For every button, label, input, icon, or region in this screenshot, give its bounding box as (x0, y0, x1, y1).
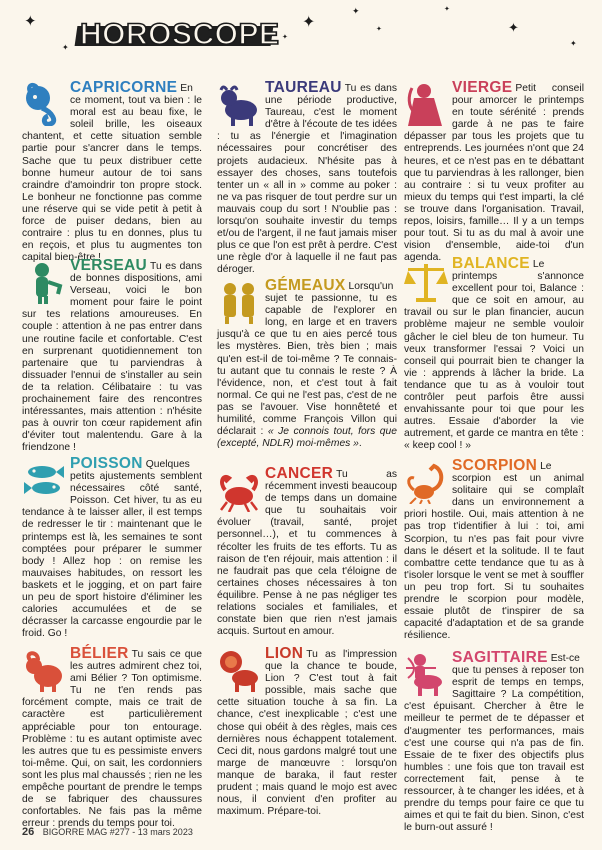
sign-text: Quelques petits ajustements semblent nécessaires côté santé, Poisson. Cet hiver, tu as eu tendance à te laisser aller, il est temps de redresser le tir : maintenant que le printemps est là, les semaines te sont comptées pour préparer le summer body ! Allez hop : on remise les mauvaises habitudes, on ressort les baskets et le jogging, et on part faire un peu de sport histoire d'éliminer les calories accumulées et de se décrasser la carcasse engourdie par le froid. Go ! (22, 459, 202, 640)
sign-text: Tu as récemment investi beaucoup de temps dans un domaine que tu souhaitais voir évoluer (travail, santé, projet personnel…), et tu commences à récolter les fruits de tes efforts. Tu as raison de t'en réjouir, mais attention : il ne faudrait pas que cela t'éloigne de certaines choses nécessaires à ton équilibre. Pense à ne pas négliger tes relations sociales et familiales, et constate bien que rien n'est jamais acquis. Surtout en amour. (217, 469, 397, 638)
sign-poisson (22, 455, 202, 648)
sign-name: VIERGE (452, 79, 513, 96)
sign-text: Petit conseil pour amorcer le printemps en toute sérénité : prends garde à ne pas te faire dépasser par tous les projets que tu entreprends. Les journées n'ont que 24 heures, et ce n'est pas en te débattant que tu parviendras à les rallonger, bien au contraire : si tu veux profiter au mieux du temps qui t'est imparti, la clé se trouve dans l'organisation. Travail, repos, loisirs, famille… Il y a un temps pour tout. Si tu as du mal à avoir une vision d'ensemble, aide-toi d'un agenda. (404, 83, 584, 264)
sign-text: Le printemps s'annonce excellent pour toi, Balance : que ce soit en amour, au travail ou sur le plan financier, aucun problème majeur ne semble vouloir gâcher le ciel bleu de ton humeur. Tu veux transformer l'essai ? Voici un conseil qui pourrait bien te changer la vie : apprends à lâcher la bride. La tendance que tu as à vouloir tout contrôler peut parfois être aussi envahissante pour toi que pour les autres. Essaie d'aborder la vie autrement, et garde ce mantra en tête : « keep cool ! » (404, 259, 584, 452)
sign-belier (22, 645, 202, 830)
sign-lion (217, 645, 397, 818)
sign-text: Est-ce que tu penses à reposer ton esprit de temps en temps, Sagittaire ? La compétition, c'est épuisant. Chercher à être le meilleur te permet de te dépasser et d'augmenter tes performances, mais c'est une course qui n'a pas de fin. Essaie de te fixer des objectifs plus humbles : une fois que ton travail est correctement fait, pense à te ressourcer, à te changer les idées, et à prendre du temps pour faire ce que tu aimes et qui te fait du bien. Sinon, c'est le burn-out assuré ! (404, 653, 584, 834)
star-icon: ✦ (508, 21, 519, 36)
sign-taureau (217, 79, 397, 280)
publication-info: BIGORRE MAG #277 - 13 mars 2023 (42, 827, 193, 837)
sign-text: Tu es dans une période productive, Taureau, c'est le moment d'être à l'écoute de tes idées : tu as l'énergie et l'imagination nécessaires pour concrétiser des projets audacieux. N'hésite pas à essayer des choses, sans toutefois tenter un « all in » comme au poker : ne va pas risquer de tout perdre sur un mauvais coup du sort ! N'oublie pas : lorsqu'on souhaite investir du temps et/ou de l'argent, il ne faut jamais miser plus ce que l'on est prêt à perdre. C'est une règle d'or à laquelle il ne faut pas déroger. (217, 83, 397, 276)
sign-sagittaire (404, 649, 584, 834)
sign-name: VERSEAU (70, 257, 148, 274)
sign-name: CAPRICORNE (70, 79, 178, 96)
gemini-icon (217, 280, 261, 324)
sign-text: Lorsqu'un sujet te passionne, tu es capable de l'explorer en long, en large et en travers jusqu'à ce que tu en aies percé tous les mystères. Bien, très bien ; mais qu'en est-il de toi-même ? Te connais-tu autant que tu connais le reste ? À l'évidence, non, et c'est tout à fait normal. Ce qui ne l'est pas, c'est de ne pas se l'avouer. Vise honnêteté et humilité, comme François Villon qui déclarait : (217, 281, 397, 438)
virgo-icon (404, 82, 448, 126)
star-icon: ✦ (570, 39, 577, 48)
page-footer (22, 826, 193, 838)
page-title: HOROSCOPE (76, 18, 280, 52)
sagittarius-icon (404, 652, 448, 696)
star-icon: ✦ (62, 43, 69, 52)
sign-text-end: . (358, 438, 362, 450)
star-icon: ✦ (302, 12, 316, 31)
sign-name: BÉLIER (70, 645, 129, 662)
page-number: 26 (22, 826, 35, 838)
sign-name: GÉMEAUX (265, 277, 346, 294)
sign-name: SCORPION (452, 457, 538, 474)
sign-name: BALANCE (452, 255, 530, 272)
sign-cancer (217, 465, 397, 648)
sign-text: Tu es dans de bonnes dispositions, ami Verseau, voici le bon moment pour faire le point sur tes relations amoureuses. En couple : attention à ne pas entrer dans une routine facile et confortable. C'est en surprenant quotidiennement ton partenaire que tu parviendras à dissuader l'ennui de s'installer au sein de ta relation. Célibataire : tu vas prochainement faire des rencontres intéressantes, mais attention : n'hésite pas à ouvrir ton cœur rapidement afin d'éviter tout malentendu. Gare à la friendzone ! (22, 261, 202, 454)
villon-quote: « Je connois tout, fors que (excepté, NDLR) moi-mêmes » (217, 426, 397, 450)
sign-text: En ce moment, tout va bien : le moral est au beau fixe, le soleil brille, les oiseaux chantent, et cette situation semble partie pour s'ancrer dans le temps. Sache que tu peux distribuer cette bonne humeur autour de toi sans craindre d'amoindrir ton propre stock. Le bonheur ne fonctionne pas comme une réserve qui se vide petit à petit à force de puiser dedans, bien au contraire : plus tu en donnes, plus tu en reçois, et plus tu augmentes ton capital bien-être ! (22, 83, 202, 264)
star-icon: ✦ (24, 12, 37, 30)
sign-text: Tu as l'impression que la chance te boude, Lion ? C'est tout à fait possible, mais sache que cette situation touche à sa fin. La chance, c'est inexplicable ; c'est une chose qui obéit à des règles, mais ces dernières nous échappent totalement. Ceci dit, nous gardons malgré tout une marge de manœuvre : lorsqu'on manque de baraka, il faut rester prudent ; mais quand le mojo est avec nous, il convient d'en profiter au maximum. Prépare-toi. (217, 649, 397, 818)
sign-text: Le scorpion est un animal solitaire qui se complaît dans un environnement a priori hostile. Oui, mais attention à ne pas trop t'identifier à lui : toi, ami Scorpion, tu n'es pas fait pour vivre dans le désert et la solitude. Il te faut combattre cette tendance que tu as à t'isoler lorsque le vent se met à souffler un peu trop fort. Si tu souhaites prendre le scorpion pour modèle, essaie plutôt de t'inspirer de sa capacité d'adaptation et de sa grande résilience. (404, 461, 584, 642)
sign-text: Tu sais ce que les autres admirent chez toi, ami Bélier ? Ton optimisme. Tu ne t'en rends pas forcément compte, mais ce trait de caractère est particulièrement appréciable pour ton entourage. Problème : tu es autant optimiste avec les autres que tu es pessimiste envers toi-même. Qui, on sait, les cordonniers sont les plus mal chaussés ; rien ne les empêche pourtant de prendre le temps de se fabriquer des chaussures confortables. Ne fais pas la même erreur : prends du temps pour toi. (22, 649, 202, 830)
capricorn-icon (22, 82, 66, 126)
taurus-icon (217, 82, 261, 126)
aquarius-icon (22, 260, 66, 304)
star-icon: ✦ (376, 25, 382, 33)
sign-name: POISSON (70, 455, 143, 472)
star-icon: ✦ (352, 7, 360, 17)
sign-scorpion (404, 457, 584, 652)
star-icon: ✦ (444, 5, 450, 13)
libra-icon (404, 258, 448, 302)
leo-icon (217, 648, 261, 692)
cancer-icon (217, 468, 261, 512)
sign-verseau (22, 257, 202, 458)
scorpio-icon (404, 460, 448, 504)
aries-icon (22, 648, 66, 692)
sign-balance (404, 255, 584, 460)
sign-name: LION (265, 645, 304, 662)
sign-capricorne (22, 79, 202, 264)
sign-name: SAGITTAIRE (452, 649, 548, 666)
sign-gemeaux (217, 277, 397, 468)
pisces-icon (22, 458, 66, 502)
star-icon: ✦ (282, 33, 288, 41)
sign-name: CANCER (265, 465, 334, 482)
sign-name: TAUREAU (265, 79, 342, 96)
